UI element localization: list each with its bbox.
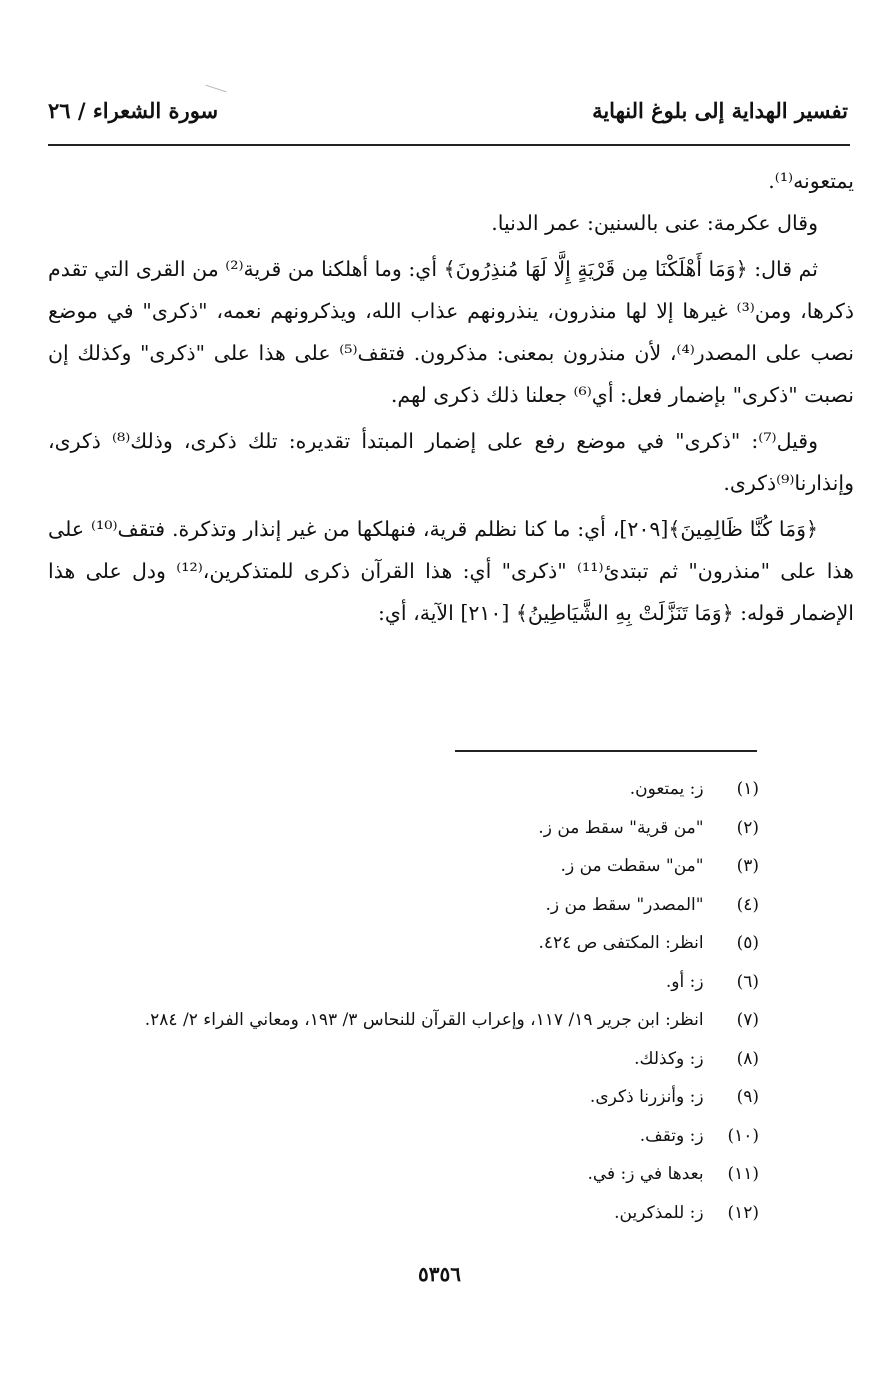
footnote-text: انظر: ابن جرير ١٩/ ١١٧، وإعراب القرآن للنحاس ٣/ ١٩٣، ومعاني الفراء ٢/ ٢٨٤. [144, 1010, 704, 1030]
footnote [39, 809, 759, 848]
footnote-number: (٢) [736, 817, 759, 838]
footnote-text: ز: للمذكرين. [614, 1202, 704, 1223]
scan-mark [205, 85, 226, 93]
surah-reference: سورة الشعراء / ٢٦ [48, 98, 219, 123]
footnote-text: ز: وكذلك. [634, 1048, 704, 1069]
paragraph-3: ثم قال: ﴿وَمَا أَهْلَكْنَا مِن قَرْيَةٍ إِلَّا لَهَا مُنذِرُونَ﴾ أي: وما أهلكنا من قرية⁽²⁾ من القرى التي تقدم ذكرها، ومن⁽³⁾ غيرها إلا لها منذرون، ينذرونهم عذاب الله، ويذكرونهم نعمه، "ذكرى" في موضع نصب على المصدر⁽⁴⁾، لأن منذرون بمعنى: مذكرون. فتقف⁽⁵⁾ على هذا على "ذكرى" وكذلك إن نصبت "ذكرى" بإضمار فعل: أي⁽⁶⁾ جعلنا ذلك ذكرى لهم. [48, 257, 854, 407]
footnote-number: (٥) [736, 933, 759, 953]
footnote-number: (٧) [736, 1010, 759, 1030]
footnote [39, 1040, 759, 1079]
footnote [39, 847, 759, 886]
footnote [39, 1078, 759, 1117]
footnote [39, 1117, 759, 1156]
footnote-text: انظر: المكتفى ص ٤٢٤. [538, 933, 704, 953]
footnote-number: (٩) [736, 1087, 759, 1107]
footnotes-list [39, 770, 759, 1232]
footnote-number: (١١) [727, 1164, 759, 1184]
footnote-text: بعدها في ز: في. [587, 1164, 704, 1184]
footnote-number: (١) [736, 779, 759, 799]
footnote-number: (٨) [736, 1048, 759, 1069]
paragraph-2: وقال عكرمة: عنى بالسنين: عمر الدنيا. [491, 211, 818, 235]
footnote-text: ز: وتقف. [639, 1125, 704, 1146]
footnote-text: "من" سقطت من ز. [560, 856, 704, 876]
paragraph-4: وقيل⁽⁷⁾: "ذكرى" في موضع رفع على إضمار المبتدأ تقديره: تلك ذكرى، وذلك⁽⁸⁾ ذكرى، وإنذارنا⁽⁹⁾ذكرى. [48, 429, 854, 495]
footnote [39, 886, 759, 925]
footnote-text: "من قرية" سقط من ز. [538, 817, 704, 838]
paragraph-5: ﴿وَمَا كُنَّا ظَالِمِينَ﴾[٢٠٩]، أي: ما كنا نظلم قرية، فنهلكها من غير إنذار وتذكرة. فتقف⁽¹⁰⁾ على هذا على "منذرون" ثم تبتدئ⁽¹¹⁾ "ذكرى" أي: هذا القرآن ذكرى للمتذكرين،⁽¹²⁾ ودل على هذا الإضمار قوله: ﴿وَمَا تَنَزَّلَتْ بِهِ الشَّيَاطِينُ﴾ [٢١٠] الآية، أي: [48, 517, 854, 625]
paragraph-1: يمتعونه⁽¹⁾. [768, 169, 854, 193]
footnote-text: ز: وأنزرنا ذكرى. [589, 1087, 704, 1107]
footnote-rule [455, 750, 757, 752]
main-text [48, 160, 854, 634]
running-header [48, 98, 848, 132]
footnote-number: (٣) [736, 856, 759, 876]
footnote [39, 963, 759, 1002]
footnote-number: (١٢) [727, 1202, 759, 1223]
footnote-number: (١٠) [727, 1125, 759, 1146]
page-number: ٥٣٥٦ [418, 1262, 461, 1286]
footnote [39, 770, 759, 809]
footnote-number: (٤) [736, 894, 759, 915]
footnote-text: ز: أو. [665, 971, 704, 992]
footnote [39, 1001, 759, 1040]
footnote [39, 1194, 759, 1233]
book-title: تفسير الهداية إلى بلوغ النهاية [592, 98, 848, 123]
footnote [39, 924, 759, 963]
footnote [39, 1155, 759, 1194]
header-rule [48, 144, 850, 146]
footnote-text: ز: يمتعون. [629, 779, 704, 799]
footnote-text: "المصدر" سقط من ز. [545, 894, 704, 915]
footnote-number: (٦) [736, 971, 759, 992]
